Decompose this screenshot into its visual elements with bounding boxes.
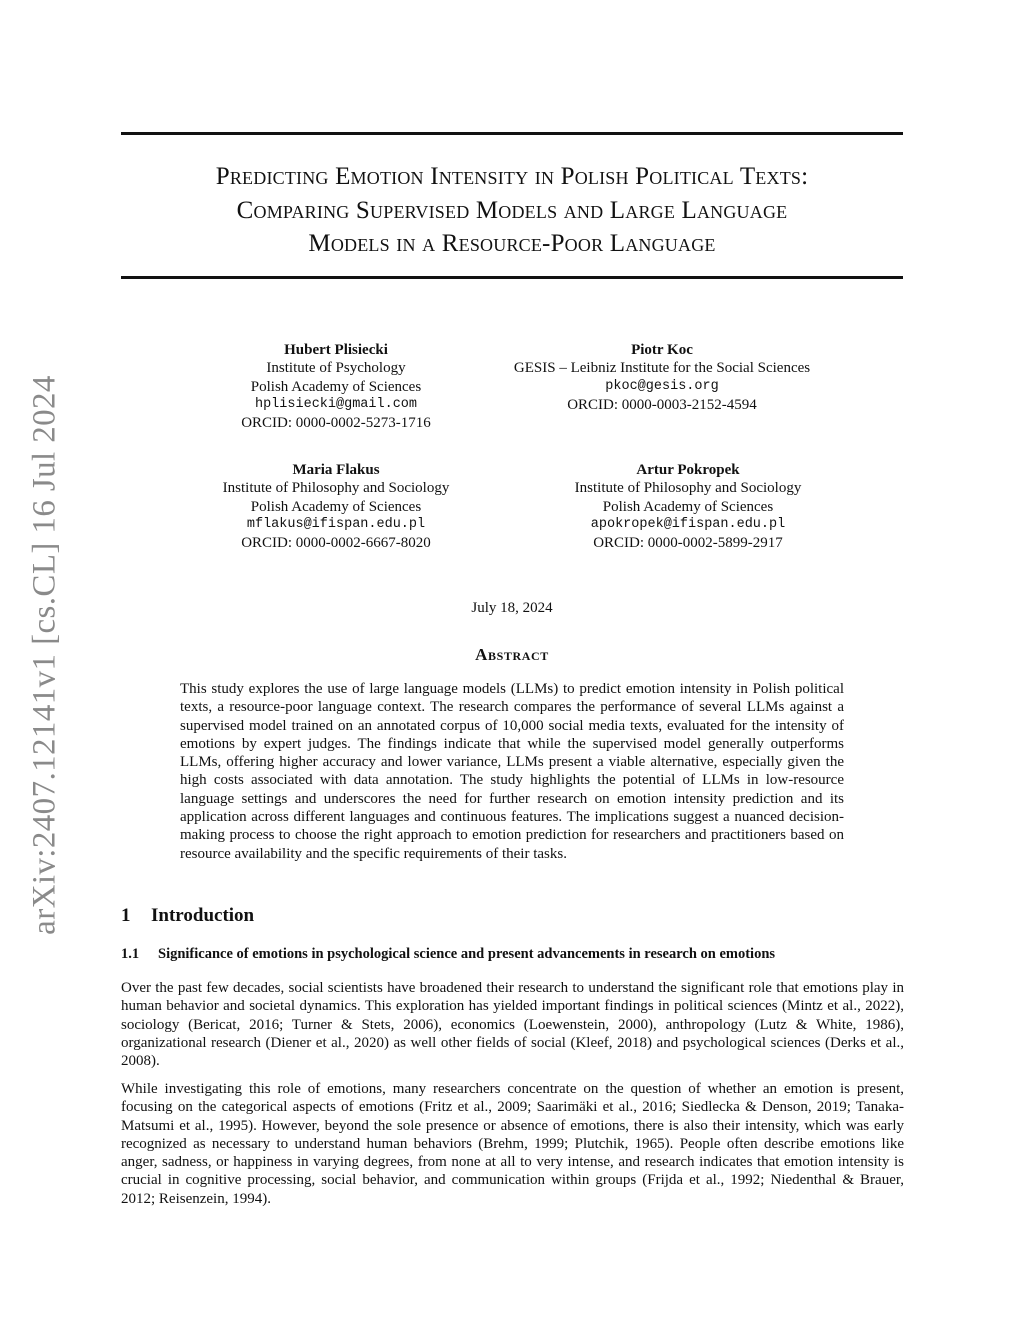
subsection-heading [121, 946, 775, 963]
author-affiliation: Institute of Psychology [266, 360, 406, 377]
subsection-title: Significance of emotions in psychological science and present advancements in research on emotions [158, 946, 776, 962]
section-number: 1 [121, 905, 131, 926]
abstract-text: This study explores the use of large language models (LLMs) to predict emotion intensity in Polish political texts, a resource-poor language context. The research compares the performance of several LLMs against a supervised model trained on an annotated corpus of 10,000 social media texts, evaluated for the intensity of emotions by expert judges. The findings indicate that while the supervised model generally outperforms LLMs, offering higher accuracy and lower variance, LLMs present a viable alternative, especially given the high costs associated with data annotation. The study highlights the potential of LLMs in low-resource language settings and underscores the need for further research on emotion intensity prediction and its application across different languages and continuous features. The implications suggest a nuanced decision-making process to choose the right approach to emotion prediction for researchers and practitioners based on resource availability and the specific requirements of their tasks. [180, 681, 844, 862]
title-line-2: Comparing Supervised Models and Large Language [236, 196, 788, 224]
author-name: Piotr Koc [631, 342, 693, 358]
title-line-1: Predicting Emotion Intensity in Polish Political Texts: [215, 163, 809, 190]
author-block [186, 461, 486, 552]
arxiv-identifier: arXiv:2407.12141v1 [cs.CL] 16 Jul 2024 [26, 375, 63, 935]
publication-date: July 18, 2024 [471, 600, 553, 616]
abstract-heading: Abstract [475, 645, 549, 664]
author-affiliation: GESIS – Leibniz Institute for the Social Sciences [513, 360, 811, 377]
author-email: pkoc@gesis.org [605, 378, 719, 394]
author-affiliation: Institute of Philosophy and Sociology [222, 480, 450, 497]
paper-title [100, 160, 924, 261]
author-orcid: ORCID: 0000-0002-6667-8020 [241, 535, 431, 552]
author-affiliation: Polish Academy of Sciences [250, 378, 422, 395]
author-affiliation: Institute of Philosophy and Sociology [574, 480, 802, 497]
author-email: mflakus@ifispan.edu.pl [246, 516, 426, 532]
section-title: Introduction [151, 905, 255, 926]
author-affiliation: Polish Academy of Sciences [250, 498, 422, 515]
title-rule-top [121, 132, 903, 135]
author-name: Artur Pokropek [636, 462, 740, 478]
body-paragraph: Over the past few decades, social scientists have broadened their research to understand the significant role that emotions play in human behavior and societal dynamics. This exploration has yielded important findings in political sciences (Mintz et al., 2022), sociology (Bericat, 2016; Turner & Stets, 2006), economics (Loewenstein, 2000), anthropology (Lutz & White, 1986), organizational research (Diener et al., 2020) as well other fields of social (Kleef, 2018) and psychological sciences (Derks et al., 2008). [121, 980, 904, 1070]
author-orcid: ORCID: 0000-0003-2152-4594 [567, 396, 757, 413]
author-email: hplisiecki@gmail.com [254, 396, 418, 412]
author-name: Hubert Plisiecki [284, 342, 388, 358]
title-rule-bottom [121, 276, 903, 279]
body-paragraph: While investigating this role of emotions, many researchers concentrate on the question of whether an emotion is present, focusing on the categorical aspects of emotions (Fritz et al., 2009; Saarimäki et al., 2016; Siedlecka & Denson, 2019; Tanaka-Matsumi et al., 1995). However, beyond the sole presence or absence of emotions, there is also their intensity, which was early recognized as necessary to understand human behaviors (Brehm, 1999; Plutchik, 1965). People often describe emotions like anger, sadness, or happiness in varying degrees, from none at all to very intense, and research indicates that emotion intensity is crucial in cognitive processing, social behavior, and communication within groups (Frijda et al., 1992; Niedenthal & Brauer, 2012; Reisenzein, 1994). [121, 1081, 904, 1207]
author-block [476, 341, 848, 414]
author-orcid: ORCID: 0000-0002-5899-2917 [593, 535, 783, 552]
author-name: Maria Flakus [292, 462, 380, 478]
title-line-3: Models in a Resource-Poor Language [308, 230, 716, 257]
author-email: apokropek@ifispan.edu.pl [590, 516, 786, 532]
author-affiliation: Polish Academy of Sciences [602, 498, 774, 515]
author-block [538, 461, 838, 552]
subsection-number: 1.1 [121, 946, 140, 962]
section-heading [121, 905, 254, 927]
author-orcid: ORCID: 0000-0002-5273-1716 [241, 415, 431, 432]
author-block [186, 341, 486, 432]
